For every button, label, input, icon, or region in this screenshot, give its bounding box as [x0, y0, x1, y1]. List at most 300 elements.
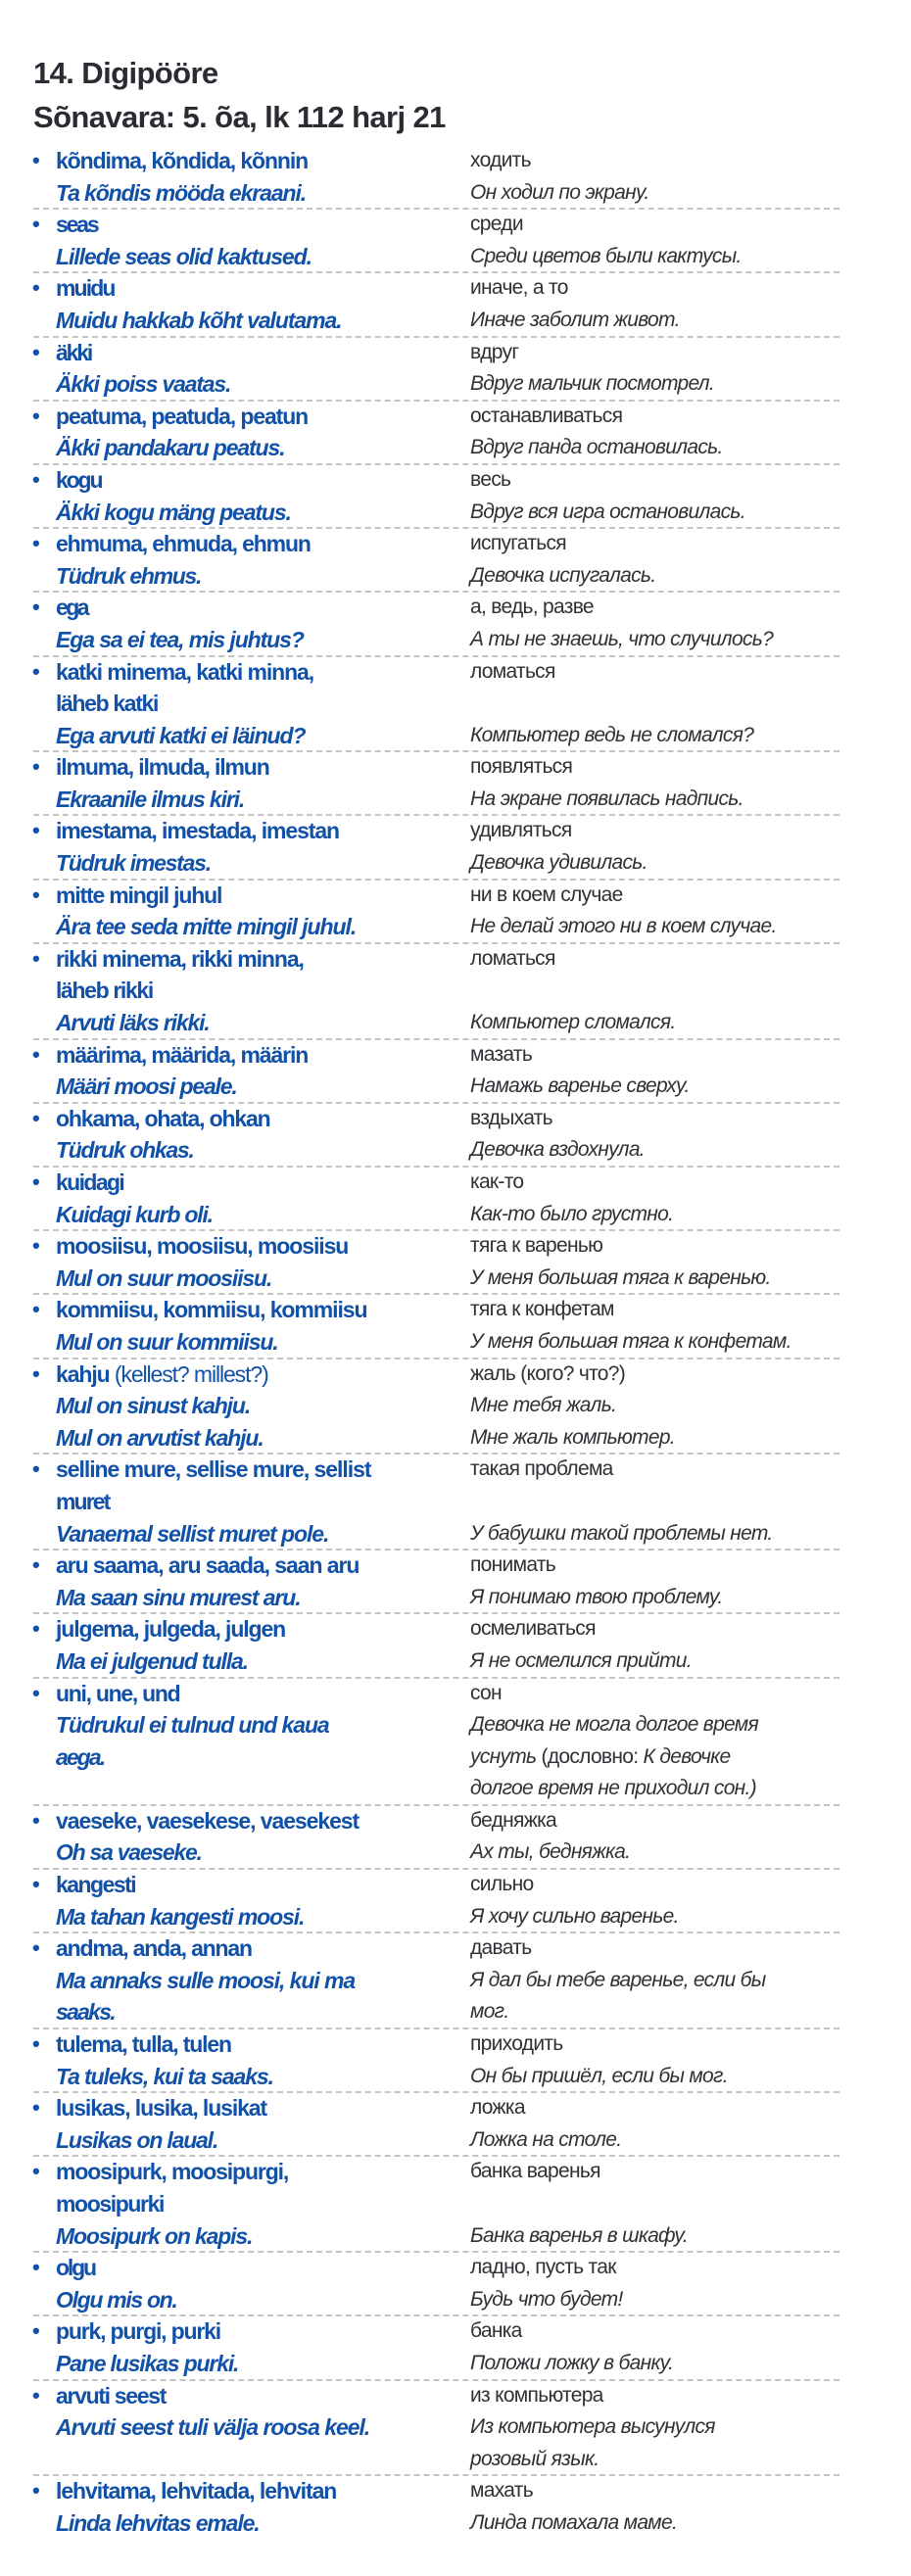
- entry-line: [0, 592, 911, 624]
- russian-text: Он ходил по экрану.: [470, 180, 649, 204]
- russian-text: такая проблема: [470, 1457, 613, 1481]
- vocabulary-entry: [0, 401, 911, 464]
- russian-text: Компьютер ведь не сломался?: [470, 723, 754, 746]
- estonian-headword: [0, 464, 470, 497]
- estonian-example: [0, 177, 470, 210]
- estonian-text: Ekraanile ilmus kiri.: [56, 786, 245, 812]
- vocabulary-entry: [0, 337, 911, 401]
- russian-text: ломаться: [470, 946, 555, 970]
- entry-line: [0, 2411, 911, 2444]
- estonian-text: ohkama, ohata, ohkan: [56, 1105, 270, 1131]
- russian-example: [470, 1518, 773, 1550]
- estonian-headword: [0, 943, 470, 976]
- estonian-example: [0, 1199, 470, 1231]
- estonian-headword: [0, 656, 470, 689]
- vocabulary-entry: [0, 528, 911, 592]
- entry-line: [0, 560, 911, 593]
- entry-line: [0, 1550, 911, 1582]
- entry-line: [0, 1965, 911, 1997]
- vocabulary-entry: [0, 2252, 911, 2315]
- entry-line: [0, 432, 911, 464]
- estonian-example: [0, 1741, 470, 1774]
- bullet-icon: •: [32, 531, 40, 556]
- russian-example: [470, 1965, 766, 1997]
- russian-text: Он бы пришёл, если бы мог.: [470, 2064, 728, 2087]
- russian-example: [470, 497, 745, 529]
- russian-example: [470, 911, 777, 943]
- estonian-example: [0, 497, 470, 529]
- russian-meaning: [470, 1678, 502, 1710]
- vocabulary-entry: [0, 880, 911, 943]
- entry-line: [0, 368, 911, 401]
- estonian-text: Ega sa ei tea, mis juhtus?: [56, 626, 304, 652]
- entry-line: [0, 784, 911, 816]
- entry-line: [0, 1199, 911, 1231]
- bullet-icon: •: [32, 212, 40, 237]
- estonian-headword: [0, 1167, 470, 1199]
- russian-text: появляться: [470, 755, 573, 779]
- bullet-icon: •: [32, 1456, 40, 1482]
- russian-text: останавливаться: [470, 404, 623, 427]
- russian-example: [470, 241, 742, 273]
- entry-line: [0, 1071, 911, 1103]
- estonian-text: Äkki pandakaru peatus.: [56, 435, 285, 461]
- russian-text: Не делай этого ни в коем случае.: [470, 915, 777, 938]
- literal-translation-label: (дословно:: [536, 1744, 644, 1768]
- estonian-example: [0, 1518, 470, 1550]
- entry-line: [0, 1167, 911, 1199]
- russian-meaning: [470, 1294, 614, 1326]
- russian-meaning: [470, 880, 623, 912]
- vocabulary-entry: [0, 592, 911, 655]
- bullet-icon: •: [32, 2255, 40, 2280]
- estonian-text: Tüdruk ehmus.: [56, 562, 202, 589]
- vocabulary-entry: [0, 1359, 911, 1455]
- russian-text: тяга к варенью: [470, 1234, 603, 1258]
- vocabulary-entry: [0, 656, 911, 752]
- russian-text: Девочка испугалась.: [470, 563, 656, 587]
- bullet-icon: •: [32, 1807, 40, 1833]
- russian-meaning: [470, 1932, 531, 1965]
- estonian-text: Lillede seas olid kaktused.: [56, 243, 312, 269]
- russian-text: бедняжка: [470, 1808, 557, 1832]
- russian-meaning: [470, 2156, 600, 2188]
- estonian-headword: [0, 2252, 470, 2284]
- russian-meaning: [470, 592, 594, 624]
- russian-text: долгое время не приходил сон.): [470, 1777, 756, 1800]
- estonian-headword: [0, 2028, 470, 2061]
- estonian-text: rikki minema, rikki minna,: [56, 945, 304, 972]
- estonian-text: kahju: [56, 1360, 110, 1387]
- russian-text: Положи ложку в банку.: [470, 2351, 674, 2374]
- bullet-icon: •: [32, 658, 40, 684]
- entry-line: [0, 2124, 911, 2157]
- entry-line: [0, 975, 911, 1007]
- estonian-text: selline mure, sellise mure, sellist: [56, 1456, 371, 1483]
- russian-example: [470, 1263, 771, 1295]
- entry-line: [0, 337, 911, 369]
- vocabulary-entry: [0, 1550, 911, 1613]
- russian-text: А ты не знаешь, что случилось?: [470, 627, 774, 650]
- entry-line: [0, 177, 911, 210]
- russian-example: [470, 1071, 690, 1103]
- bullet-icon: •: [32, 2159, 40, 2184]
- russian-example: [470, 2507, 677, 2540]
- russian-meaning: [470, 337, 518, 369]
- entry-line: [0, 880, 911, 912]
- bullet-icon: •: [32, 466, 40, 492]
- estonian-headword: [0, 209, 470, 241]
- bullet-icon: •: [32, 818, 40, 843]
- estonian-example: [0, 368, 470, 401]
- estonian-headword: [0, 2092, 470, 2124]
- entry-line: [0, 2092, 911, 2124]
- russian-meaning: [470, 2315, 522, 2348]
- estonian-example: [0, 1134, 470, 1167]
- russian-meaning: [470, 2380, 603, 2412]
- russian-meaning: [470, 401, 622, 433]
- russian-text: Я дал бы тебе варенье, если бы: [470, 1968, 766, 1991]
- bullet-icon: •: [32, 2382, 40, 2408]
- entry-line: [0, 2475, 911, 2507]
- russian-text: мог.: [470, 2000, 509, 2024]
- russian-text: Я хочу сильно варенье.: [470, 1904, 679, 1928]
- estonian-text: Olgu mis on.: [56, 2286, 177, 2313]
- estonian-headword: [0, 1359, 470, 1391]
- russian-meaning: [470, 1550, 555, 1582]
- russian-example: [470, 847, 647, 880]
- estonian-text: andma, anda, annan: [56, 1935, 252, 1962]
- estonian-text: Linda lehvitas emale.: [56, 2509, 260, 2536]
- estonian-text: Arvuti läks rikki.: [56, 1010, 210, 1036]
- entry-line: [0, 1007, 911, 1039]
- entry-line: [0, 2061, 911, 2093]
- estonian-text: äkki: [56, 339, 92, 365]
- bullet-icon: •: [32, 595, 40, 620]
- estonian-text: Ma saan sinu murest aru.: [56, 1584, 301, 1610]
- estonian-example: [0, 1773, 470, 1805]
- russian-text: Девочка вздохнула.: [470, 1138, 645, 1162]
- estonian-example: [0, 1071, 470, 1103]
- estonian-text: imestama, imestada, imestan: [56, 818, 340, 844]
- vocabulary-entry: [0, 1103, 911, 1167]
- entry-line: [0, 1263, 911, 1295]
- entry-line: [0, 1582, 911, 1614]
- russian-example: [470, 1646, 692, 1678]
- entry-line: [0, 2315, 911, 2348]
- russian-text: Мне тебя жаль.: [470, 1394, 617, 1417]
- case-question-note: (kellest? millest?): [109, 1360, 268, 1387]
- entry-line: [0, 1039, 911, 1072]
- russian-meaning: [470, 145, 531, 177]
- entry-line: [0, 847, 911, 880]
- estonian-text: läheb katki: [56, 691, 158, 717]
- estonian-headword: [0, 975, 470, 1007]
- estonian-example: [0, 241, 470, 273]
- russian-text: ходить: [470, 149, 531, 171]
- entry-line: [0, 209, 911, 241]
- estonian-text: saaks.: [56, 1999, 115, 2026]
- bullet-icon: •: [32, 754, 40, 780]
- estonian-text: Moosipurk on kapis.: [56, 2222, 253, 2249]
- entry-line: [0, 1294, 911, 1326]
- estonian-example: [0, 560, 470, 593]
- russian-text: Намажь варенье сверху.: [470, 1074, 690, 1098]
- russian-text: Линда помахала маме.: [470, 2510, 678, 2534]
- russian-text: Из компьютера высунулся: [470, 2415, 715, 2439]
- estonian-text: ehmuma, ehmuda, ehmun: [56, 531, 311, 557]
- russian-meaning: [470, 2092, 525, 2124]
- russian-text: Девочка удивилась.: [470, 851, 647, 875]
- russian-text: Вдруг вся игра остановилась.: [470, 500, 745, 523]
- estonian-text: läheb rikki: [56, 978, 153, 1004]
- russian-meaning: [470, 1359, 625, 1391]
- estonian-headword: [0, 688, 470, 720]
- russian-example: [470, 1901, 679, 1933]
- entry-line: [0, 2188, 911, 2220]
- bullet-icon: •: [32, 2478, 40, 2504]
- entry-line: [0, 2380, 911, 2412]
- entry-line: [0, 1646, 911, 1678]
- estonian-text: Muidu hakkab kõht valutama.: [56, 307, 342, 333]
- estonian-example: [0, 847, 470, 880]
- entry-line: [0, 2284, 911, 2316]
- russian-text: ложка: [470, 2096, 525, 2120]
- russian-example: [470, 1741, 730, 1774]
- estonian-example: [0, 2124, 470, 2157]
- russian-meaning: [470, 1805, 556, 1837]
- estonian-example: [0, 1996, 470, 2028]
- estonian-headword: [0, 1103, 470, 1135]
- russian-text: давать: [470, 1936, 532, 1960]
- estonian-text: julgema, julgeda, julgen: [56, 1616, 286, 1643]
- estonian-headword: [0, 1294, 470, 1326]
- estonian-text: moosiisu, moosiisu, moosiisu: [56, 1233, 349, 1260]
- vocabulary-entry: [0, 2092, 911, 2156]
- russian-meaning: [470, 1230, 602, 1263]
- estonian-example: [0, 624, 470, 656]
- estonian-text: lusikas, lusika, lusikat: [56, 2095, 267, 2122]
- estonian-text: Ma ei julgenud tulla.: [56, 1647, 248, 1674]
- bullet-icon: •: [32, 1297, 40, 1322]
- entry-line: [0, 305, 911, 337]
- estonian-text: Ma tahan kangesti moosi.: [56, 1903, 305, 1930]
- entry-line: [0, 1359, 911, 1391]
- entry-line: [0, 2028, 911, 2061]
- bullet-icon: •: [32, 1552, 40, 1578]
- estonian-example: [0, 2284, 470, 2316]
- russian-meaning: [470, 2252, 616, 2284]
- estonian-text: olgu: [56, 2255, 95, 2281]
- entry-line: [0, 464, 911, 497]
- entry-line: [0, 2252, 911, 2284]
- entry-line: [0, 2507, 911, 2540]
- estonian-text: Ta tuleks, kui ta saaks.: [56, 2063, 273, 2089]
- bullet-icon: •: [32, 275, 40, 301]
- vocabulary-entry: [0, 2028, 911, 2092]
- entry-line: [0, 1230, 911, 1263]
- russian-text: Вдруг панда остановилась.: [470, 436, 723, 459]
- estonian-text: Mul on arvutist kahju.: [56, 1424, 264, 1451]
- estonian-text: lehvitama, lehvitada, lehvitan: [56, 2478, 337, 2504]
- vocabulary-entry: [0, 1454, 911, 1550]
- russian-text: из компьютера: [470, 2383, 603, 2407]
- russian-text: вздыхать: [470, 1106, 552, 1129]
- russian-example: [470, 720, 753, 752]
- estonian-text: ilmuma, ilmuda, ilmun: [56, 754, 269, 781]
- russian-text: жаль (кого? что?): [470, 1361, 626, 1385]
- bullet-icon: •: [32, 1169, 40, 1194]
- bullet-icon: •: [32, 1935, 40, 1961]
- bullet-icon: •: [32, 2095, 40, 2121]
- russian-text: Будь что будет!: [470, 2287, 623, 2311]
- russian-text: Иначе заболит живот.: [470, 308, 680, 331]
- russian-text: испугаться: [470, 532, 566, 555]
- entry-line: [0, 1678, 911, 1710]
- russian-example: [470, 2444, 599, 2476]
- estonian-headword: [0, 1486, 470, 1518]
- bullet-icon: •: [32, 2318, 40, 2344]
- russian-meaning: [470, 656, 555, 689]
- estonian-text: Ma annaks sulle moosi, kui ma: [56, 1967, 356, 1993]
- russian-example: [470, 2348, 673, 2380]
- estonian-example: [0, 2348, 470, 2380]
- estonian-example: [0, 432, 470, 464]
- entry-line: [0, 1741, 911, 1774]
- entry-line: [0, 1454, 911, 1486]
- russian-text: У меня большая тяга к конфетам.: [470, 1329, 791, 1353]
- russian-example: [470, 560, 655, 593]
- estonian-text: Tüdruk ohkas.: [56, 1137, 194, 1164]
- entry-line: [0, 1103, 911, 1135]
- entry-line: [0, 2220, 911, 2253]
- entry-line: [0, 1901, 911, 1933]
- bullet-icon: •: [32, 1105, 40, 1130]
- russian-text: сильно: [470, 1873, 534, 1896]
- russian-meaning: [470, 1454, 613, 1486]
- estonian-headword: [0, 1932, 470, 1965]
- estonian-text: Määri moosi peale.: [56, 1073, 237, 1100]
- entry-line: [0, 911, 911, 943]
- russian-text: сон: [470, 1681, 502, 1704]
- estonian-headword: [0, 1869, 470, 1901]
- russian-text: Как-то было грустно.: [470, 1202, 674, 1225]
- entry-line: [0, 2444, 911, 2476]
- estonian-example: [0, 1901, 470, 1933]
- vocabulary-entry: [0, 1869, 911, 1932]
- entry-line: [0, 145, 911, 177]
- entry-line: [0, 751, 911, 784]
- russian-example: [470, 2061, 728, 2093]
- estonian-text: vaeseke, vaesekese, vaesekest: [56, 1807, 360, 1834]
- estonian-headword: [0, 1039, 470, 1072]
- russian-example: [470, 1199, 673, 1231]
- estonian-text: moosipurk, moosipurgi,: [56, 2159, 289, 2185]
- vocabulary-entry: [0, 1230, 911, 1294]
- estonian-headword: [0, 1678, 470, 1710]
- estonian-text: Ära tee seda mitte mingil juhul.: [56, 914, 357, 940]
- entry-line: [0, 401, 911, 433]
- russian-text: как-то: [470, 1170, 524, 1193]
- entry-line: [0, 241, 911, 273]
- estonian-text: katki minema, katki minna,: [56, 658, 314, 685]
- entry-line: [0, 1996, 911, 2028]
- russian-example: [470, 1996, 508, 2028]
- estonian-text: kõndima, kõndida, kõnnin: [56, 148, 309, 173]
- russian-text: тяга к конфетам: [470, 1298, 614, 1321]
- estonian-text: Kuidagi kurb oli.: [56, 1201, 213, 1227]
- estonian-text: kommiisu, kommiisu, kommiisu: [56, 1297, 367, 1323]
- vocabulary-list: [0, 145, 911, 2540]
- estonian-headword: [0, 1550, 470, 1582]
- estonian-headword: [0, 145, 470, 177]
- vocabulary-entry: [0, 464, 911, 528]
- entry-line: [0, 1837, 911, 1869]
- russian-example: [470, 2284, 623, 2316]
- russian-example: [470, 368, 714, 401]
- estonian-headword: [0, 401, 470, 433]
- russian-meaning: [470, 1039, 532, 1072]
- russian-meaning: [470, 943, 555, 976]
- russian-example: [470, 1134, 645, 1167]
- estonian-text: Ega arvuti katki ei läinud?: [56, 722, 306, 748]
- vocabulary-entry: [0, 2475, 911, 2539]
- entry-line: [0, 1773, 911, 1805]
- russian-text: У бабушки такой проблемы нет.: [470, 1521, 773, 1545]
- bullet-icon: •: [32, 1233, 40, 1259]
- estonian-text: Mul on suur kommiisu.: [56, 1328, 278, 1355]
- literal-translation-text: К девочке: [643, 1744, 731, 1768]
- russian-text: приходить: [470, 2032, 563, 2056]
- entry-line: [0, 1613, 911, 1646]
- estonian-text: aru saama, aru saada, saan aru: [56, 1552, 360, 1579]
- entry-line: [0, 1134, 911, 1167]
- bullet-icon: •: [32, 882, 40, 907]
- estonian-headword: [0, 1613, 470, 1646]
- estonian-text: uni, une, und: [56, 1680, 180, 1706]
- russian-text: ладно, пусть так: [470, 2256, 616, 2279]
- russian-text: уснуть: [470, 1744, 537, 1768]
- vocabulary-entry: [0, 1167, 911, 1230]
- estonian-headword: [0, 815, 470, 847]
- estonian-example: [0, 305, 470, 337]
- russian-example: [470, 1709, 758, 1741]
- estonian-text: arvuti seest: [56, 2382, 167, 2409]
- estonian-example: [0, 1582, 470, 1614]
- estonian-example: [0, 1422, 470, 1455]
- vocabulary-entry: [0, 815, 911, 879]
- estonian-text: Tüdruk imestas.: [56, 850, 211, 877]
- bullet-icon: •: [32, 1041, 40, 1067]
- estonian-text: määrima, määrida, määrin: [56, 1041, 309, 1068]
- page-title: 14. Digipööre: [33, 56, 218, 90]
- russian-text: Мне жаль компьютер.: [470, 1425, 675, 1449]
- bullet-icon: •: [32, 1872, 40, 1897]
- bullet-icon: •: [32, 148, 40, 172]
- russian-text: банка: [470, 2319, 522, 2343]
- estonian-headword: [0, 272, 470, 305]
- estonian-headword: [0, 1805, 470, 1837]
- russian-example: [470, 624, 773, 656]
- russian-meaning: [470, 2475, 533, 2507]
- russian-example: [470, 177, 649, 210]
- estonian-text: Tüdrukul ei tulnud und kaua: [56, 1712, 329, 1739]
- estonian-example: [0, 1646, 470, 1678]
- russian-text: ни в коем случае: [470, 883, 623, 906]
- russian-text: Компьютер сломался.: [470, 1011, 676, 1034]
- estonian-headword: [0, 2315, 470, 2348]
- russian-meaning: [470, 1613, 596, 1646]
